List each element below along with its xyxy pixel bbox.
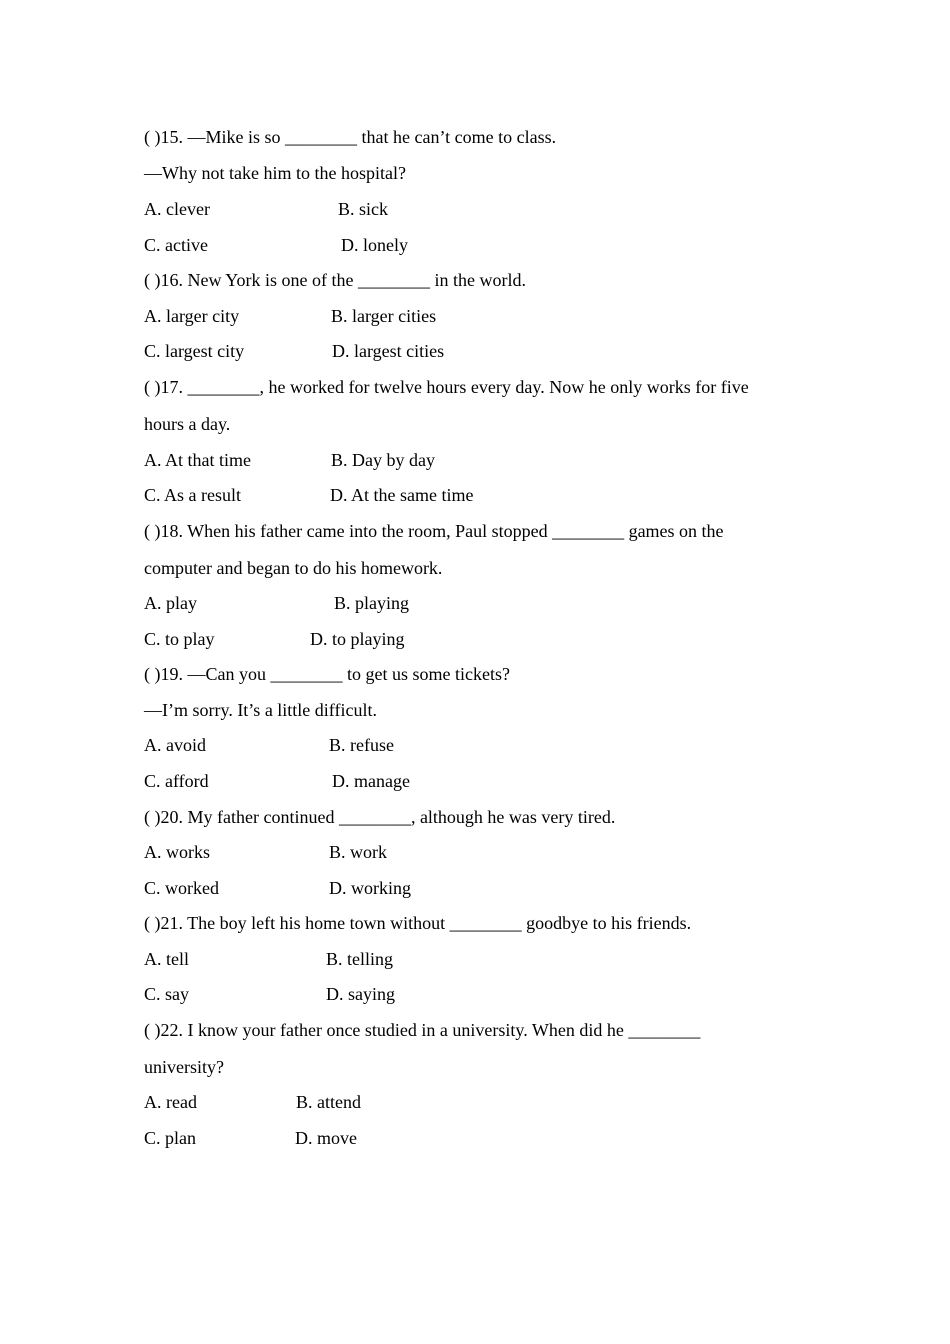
question-22-option-c: C. plan: [144, 1128, 196, 1148]
question-21-option-a: A. tell: [144, 949, 189, 969]
question-19-stem: ( )19. —Can you ________ to get us some tickets?: [144, 664, 510, 684]
question-18-option-d: D. to playing: [310, 629, 405, 649]
question-21-stem: ( )21. The boy left his home town without ________ goodbye to his friends.: [144, 913, 692, 933]
question-21-option-c: C. say: [144, 984, 189, 1004]
question-22-option-a: A. read: [144, 1092, 197, 1112]
question-21-option-d: D. saying: [326, 984, 395, 1004]
question-18-stem: ( )18. When his father came into the room, Paul stopped ________ games on the: [144, 521, 724, 541]
question-17-option-b: B. Day by day: [331, 450, 435, 470]
question-20-option-a: A. works: [144, 842, 210, 862]
question-15-reply: —Why not take him to the hospital?: [144, 163, 406, 183]
question-17-option-c: C. As a result: [144, 485, 241, 505]
question-22-stem: ( )22. I know your father once studied in a university. When did he ________: [144, 1020, 701, 1040]
question-20-option-d: D. working: [329, 878, 411, 898]
question-17-option-a: A. At that time: [144, 450, 251, 470]
question-17-stem: ( )17. ________, he worked for twelve hours every day. Now he only works for five: [144, 377, 749, 397]
question-15-option-d: D. lonely: [341, 235, 408, 255]
question-15-option-b: B. sick: [338, 199, 389, 219]
question-20-option-b: B. work: [329, 842, 387, 862]
question-20-stem: ( )20. My father continued ________, although he was very tired.: [144, 807, 616, 827]
question-15-option-a: A. clever: [144, 199, 210, 219]
question-16-option-c: C. largest city: [144, 341, 245, 361]
question-19-option-a: A. avoid: [144, 735, 206, 755]
question-19-option-c: C. afford: [144, 771, 209, 791]
question-17-option-d: D. At the same time: [330, 485, 474, 505]
question-18-option-b: B. playing: [334, 593, 409, 613]
question-16-option-a: A. larger city: [144, 306, 240, 326]
question-18-stem-cont: computer and began to do his homework.: [144, 558, 443, 578]
question-22-stem-cont: university?: [144, 1057, 224, 1077]
question-19-option-d: D. manage: [332, 771, 410, 791]
question-16-option-b: B. larger cities: [331, 306, 437, 326]
question-15-option-c: C. active: [144, 235, 208, 255]
question-20-option-c: C. worked: [144, 878, 219, 898]
question-21-option-b: B. telling: [326, 949, 393, 969]
question-18-option-a: A. play: [144, 593, 197, 613]
question-15-stem: ( )15. —Mike is so ________ that he can’t come to class.: [144, 127, 557, 147]
question-18-option-c: C. to play: [144, 629, 215, 649]
question-16-option-d: D. largest cities: [332, 341, 445, 361]
question-22-option-d: D. move: [295, 1128, 357, 1148]
question-17-stem-cont: hours a day.: [144, 414, 231, 434]
question-16-stem: ( )16. New York is one of the ________ in the world.: [144, 270, 526, 290]
question-19-reply: —I’m sorry. It’s a little difficult.: [144, 700, 377, 720]
question-22-option-b: B. attend: [296, 1092, 361, 1112]
question-19-option-b: B. refuse: [329, 735, 394, 755]
